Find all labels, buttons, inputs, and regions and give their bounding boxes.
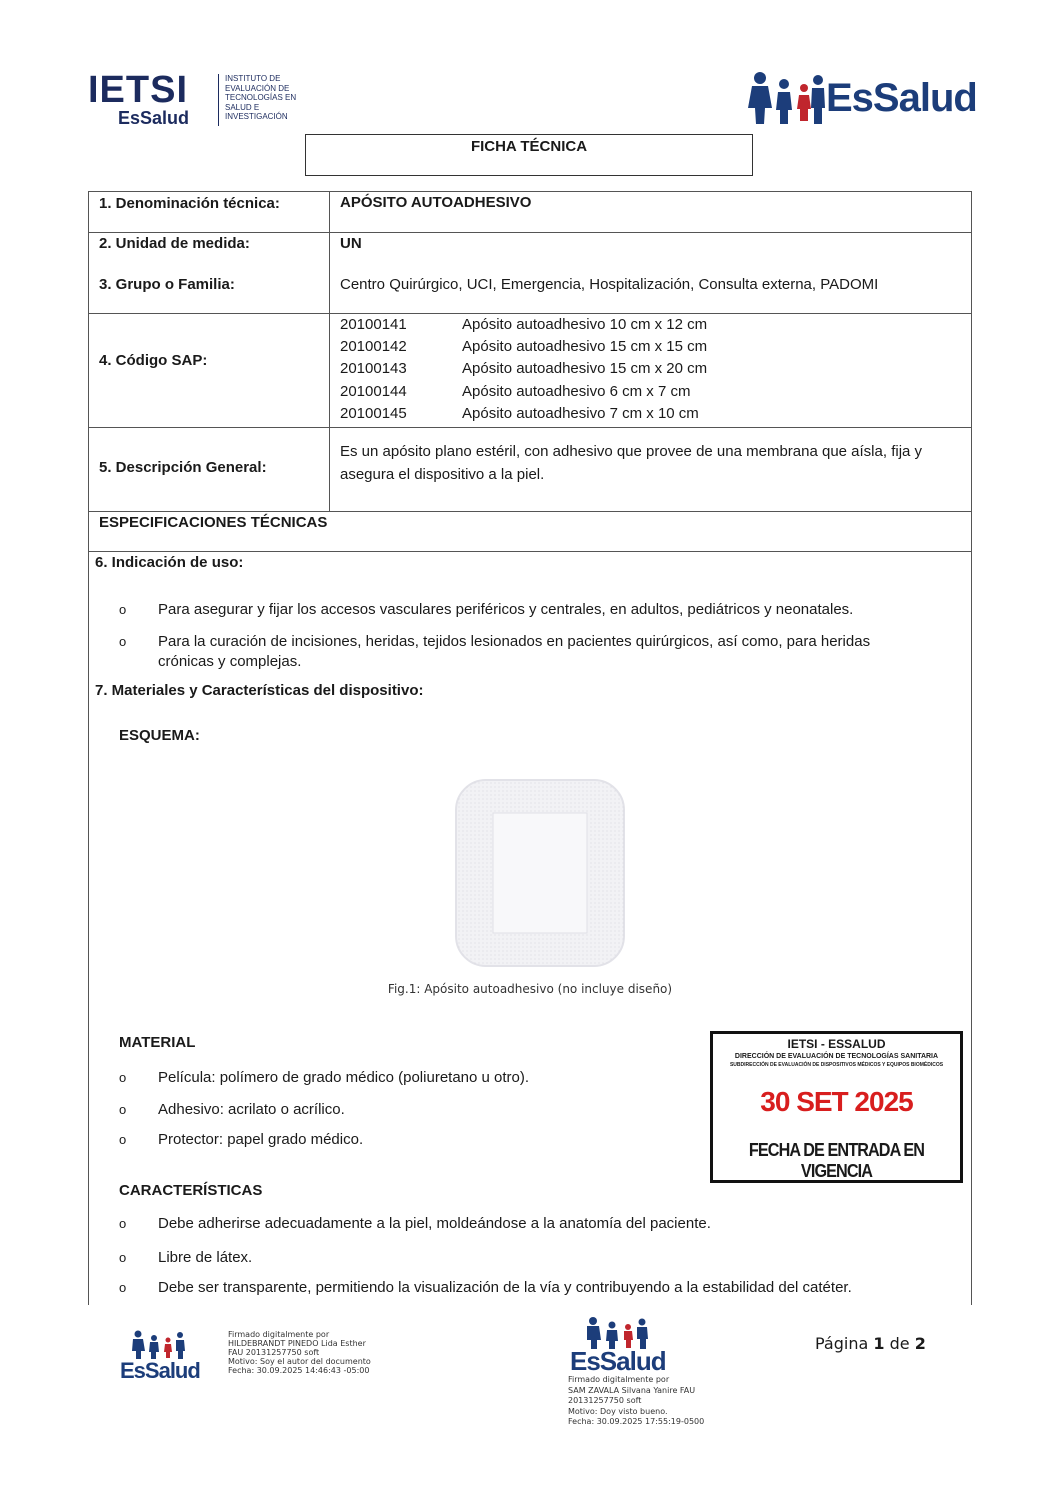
sap-desc: Apósito autoadhesivo 7 cm x 10 cm bbox=[462, 405, 699, 422]
esquema-title: ESQUEMA: bbox=[119, 727, 200, 744]
dressing-figure-image bbox=[453, 777, 627, 969]
sap-row bbox=[340, 360, 707, 377]
bullet-marker: o bbox=[119, 1216, 127, 1231]
footer-logo-word: EsSalud bbox=[120, 1358, 200, 1383]
page-current: 1 bbox=[873, 1334, 885, 1353]
title-box bbox=[305, 134, 753, 176]
sap-code: 20100143 bbox=[340, 360, 407, 377]
field-label-descripcion: 5. Descripción General: bbox=[99, 459, 267, 476]
field-label-unidad: 2. Unidad de medida: bbox=[99, 235, 250, 252]
sap-code: 20100141 bbox=[340, 316, 407, 333]
stamp-subheading-small: SUBDIRECCIÓN DE EVALUACIÓN DE DISPOSITIVOS MÉDICOS Y EQUIPOS BIOMÉDICOS bbox=[729, 1062, 944, 1068]
sap-row bbox=[340, 316, 707, 333]
bullet-marker: o bbox=[119, 1102, 127, 1117]
row-divider bbox=[89, 427, 971, 428]
sap-row bbox=[340, 383, 690, 400]
stamp-footer: FECHA DE ENTRADA EN VIGENCIA bbox=[748, 1140, 925, 1181]
field-value-denominacion: APÓSITO AUTOADHESIVO bbox=[340, 194, 532, 211]
row-divider bbox=[89, 551, 971, 552]
ietsi-logo bbox=[88, 70, 308, 128]
footer-essalud-logo bbox=[120, 1330, 200, 1386]
sap-desc: Apósito autoadhesivo 10 cm x 12 cm bbox=[462, 316, 708, 333]
field-value-unidad: UN bbox=[340, 235, 362, 252]
footer-essalud-logo-center bbox=[570, 1316, 666, 1376]
page-title: FICHA TÉCNICA bbox=[470, 138, 588, 155]
bullet-marker: o bbox=[119, 634, 127, 649]
bullet-marker: o bbox=[119, 1070, 127, 1085]
sap-desc: Apósito autoadhesivo 6 cm x 7 cm bbox=[462, 383, 691, 400]
essalud-logo-word: EsSalud bbox=[826, 76, 977, 120]
sap-row bbox=[340, 338, 707, 355]
specs-title: ESPECIFICACIONES TÉCNICAS bbox=[99, 514, 328, 531]
digital-signature-1: Firmado digitalmente por HILDEBRANDT PINEDO Lida Esther FAU 20131257750 soft Motivo: Soy el autor del documento Fecha: 30.09.2025 14:46:43 -05:00 bbox=[228, 1330, 371, 1375]
section-7-title: 7. Materiales y Características del dispositivo: bbox=[95, 682, 424, 699]
sap-code: 20100145 bbox=[340, 405, 407, 422]
ietsi-logo-sub: EsSalud bbox=[118, 108, 190, 128]
stamp-subheading: DIRECCIÓN DE EVALUACIÓN DE TECNOLOGÍAS SANITARIA bbox=[734, 1053, 939, 1060]
validity-stamp bbox=[710, 1031, 963, 1183]
material-title: MATERIAL bbox=[119, 1034, 196, 1051]
bullet-marker: o bbox=[119, 1250, 127, 1265]
family-figures-icon bbox=[748, 70, 826, 126]
column-divider bbox=[329, 192, 330, 511]
essalud-logo bbox=[748, 70, 977, 126]
figure-caption: Fig.1: Apósito autoadhesivo (no incluye diseño) bbox=[387, 982, 673, 996]
family-figures-icon bbox=[584, 1316, 654, 1350]
stamp-date: 30 SET 2025 bbox=[760, 1086, 913, 1117]
row-divider bbox=[89, 232, 971, 233]
stamp-heading: IETSI - ESSALUD bbox=[787, 1037, 886, 1051]
field-label-denominacion: 1. Denominación técnica: bbox=[99, 195, 280, 212]
caracteristicas-title: CARACTERÍSTICAS bbox=[119, 1182, 263, 1199]
section-6-title: 6. Indicación de uso: bbox=[95, 554, 244, 571]
ietsi-logo-lines: INSTITUTO DE EVALUACIÓN DE TECNOLOGÍAS EN SALUD E INVESTIGACIÓN bbox=[225, 74, 297, 121]
page-total: 2 bbox=[914, 1334, 926, 1353]
digital-signature-2: Firmado digitalmente por SAM ZAVALA Silvana Yanire FAU 20131257750 soft Motivo: Doy visto bueno. Fecha: 30.09.2025 17:55:19-0500 bbox=[568, 1375, 705, 1426]
footer-logo-word: EsSalud bbox=[570, 1346, 666, 1376]
spec-sheet-frame: 1. Denominación técnica: APÓSITO AUTOADHESIVO 2. Unidad de medida: UN 3. Grupo o Familia: Centro Quirúrgico, UCI, Emergencia, Hospitalización, Consulta externa, PADOMI 4. Código SAP: 20100141 Apósito autoadhesivo 10 cm x 12 cm 20100142 Apósito autoadhesivo 15 cm x 15 cm 20100143 Apósito autoadhesivo 15 cm x 20 cm 20100144 Apósito autoadhesivo 6 cm x 7 cm 20100145 Apósito autoadhesivo 7 cm x 10 cm 5. Descripción General: Es un apósito plano estéril, con adhesivo que provee de una membrana que aísla, fija y asegura el dispositivo a la piel. ESPECIFICACIONES TÉCNICAS 6. Indicación de uso: o Para asegurar y fijar los accesos vasculares periféricos y centrales, en adultos, pediátricos y neonatales. o Para la curación de incisiones, heridas, tejidos lesionados en pacientes quirúrgicos, así como, para heridas crónicas y complejas. 7. Materiales y Características del dispositivo: ESQUEMA: Fig.1: Apósito autoadhesivo (no incluye diseño) MATERIAL o Película: polímero de grado médico (poliuretano u otro). o Adhesivo: acrilato o acrílico. o Protector: papel grado médico. CARACTERÍSTICAS o Debe adherirse adecuadamente a la piel, moldeándose a la anatomía del paciente. o Libre de látex. o Debe ser transparente, permitiendo la visualización de la vía y contribuyendo a la estabilidad del catéter. bbox=[88, 191, 972, 1305]
sap-code: 20100142 bbox=[340, 338, 407, 355]
field-value-descripcion: Es un apósito plano estéril, con adhesivo que provee de una membrana que aísla, fija y asegura el dispositivo a la piel. bbox=[340, 443, 923, 483]
ietsi-logo-word: IETSI bbox=[88, 69, 189, 111]
row-divider bbox=[89, 313, 971, 314]
sap-desc: Apósito autoadhesivo 15 cm x 15 cm bbox=[462, 338, 708, 355]
sap-row bbox=[340, 405, 699, 422]
field-value-grupo: Centro Quirúrgico, UCI, Emergencia, Hospitalización, Consulta externa, PADOMI bbox=[340, 276, 879, 293]
bullet-marker: o bbox=[119, 602, 127, 617]
family-figures-icon bbox=[130, 1330, 190, 1360]
row-divider bbox=[89, 511, 971, 512]
page-number: Página 1 de 2 bbox=[815, 1334, 926, 1353]
field-label-grupo: 3. Grupo o Familia: bbox=[99, 276, 235, 293]
bullet-marker: o bbox=[119, 1132, 127, 1147]
ietsi-logo-divider bbox=[218, 74, 219, 126]
sap-code: 20100144 bbox=[340, 383, 407, 400]
sap-desc: Apósito autoadhesivo 15 cm x 20 cm bbox=[462, 360, 708, 377]
bullet-marker: o bbox=[119, 1280, 127, 1295]
field-label-codigo-sap: 4. Código SAP: bbox=[99, 352, 208, 369]
